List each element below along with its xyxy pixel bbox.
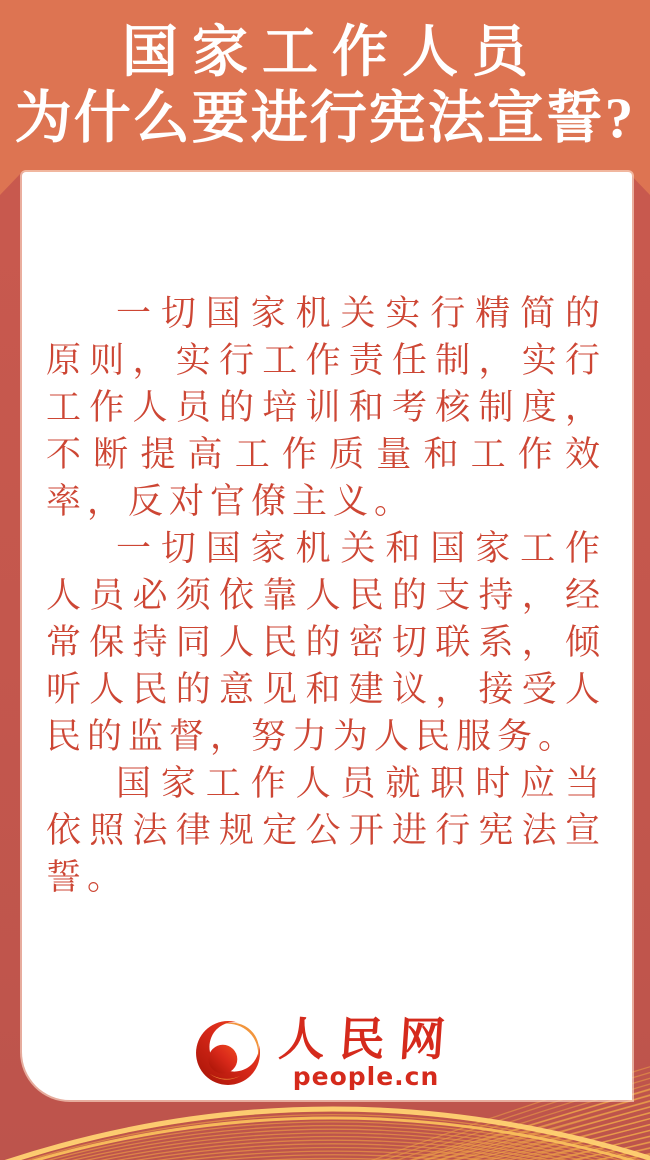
paragraph-2: 一切国家机关和国家工作人员必须依靠人民的支持，经常保持同人民的密切联系，倾听人民的意见和建议，接受人民的监督，努力为人民服务。	[46, 529, 606, 756]
content-card	[22, 172, 632, 1100]
people-cn-logo	[22, 1012, 632, 1091]
paragraph-1: 一切国家机关实行精简的原则，实行工作责任制，实行工作人员的培训和考核制度，不断提高工作质量和工作效率，反对官僚主义。	[46, 294, 606, 521]
people-cn-logo-icon	[195, 1020, 261, 1086]
logo-domain: people.cn	[292, 1062, 440, 1091]
body-text	[46, 290, 606, 901]
paragraph-3: 国家工作人员就职时应当依照法律规定公开进行宪法宣誓。	[46, 764, 606, 897]
logo-text-block	[273, 1012, 461, 1091]
title-line-1: 国家工作人员	[122, 22, 542, 84]
title-line-2: 为什么要进行宪法宣誓?	[14, 87, 636, 150]
poster-title	[0, 0, 650, 172]
logo-wordmark: 人民网	[277, 1012, 461, 1066]
